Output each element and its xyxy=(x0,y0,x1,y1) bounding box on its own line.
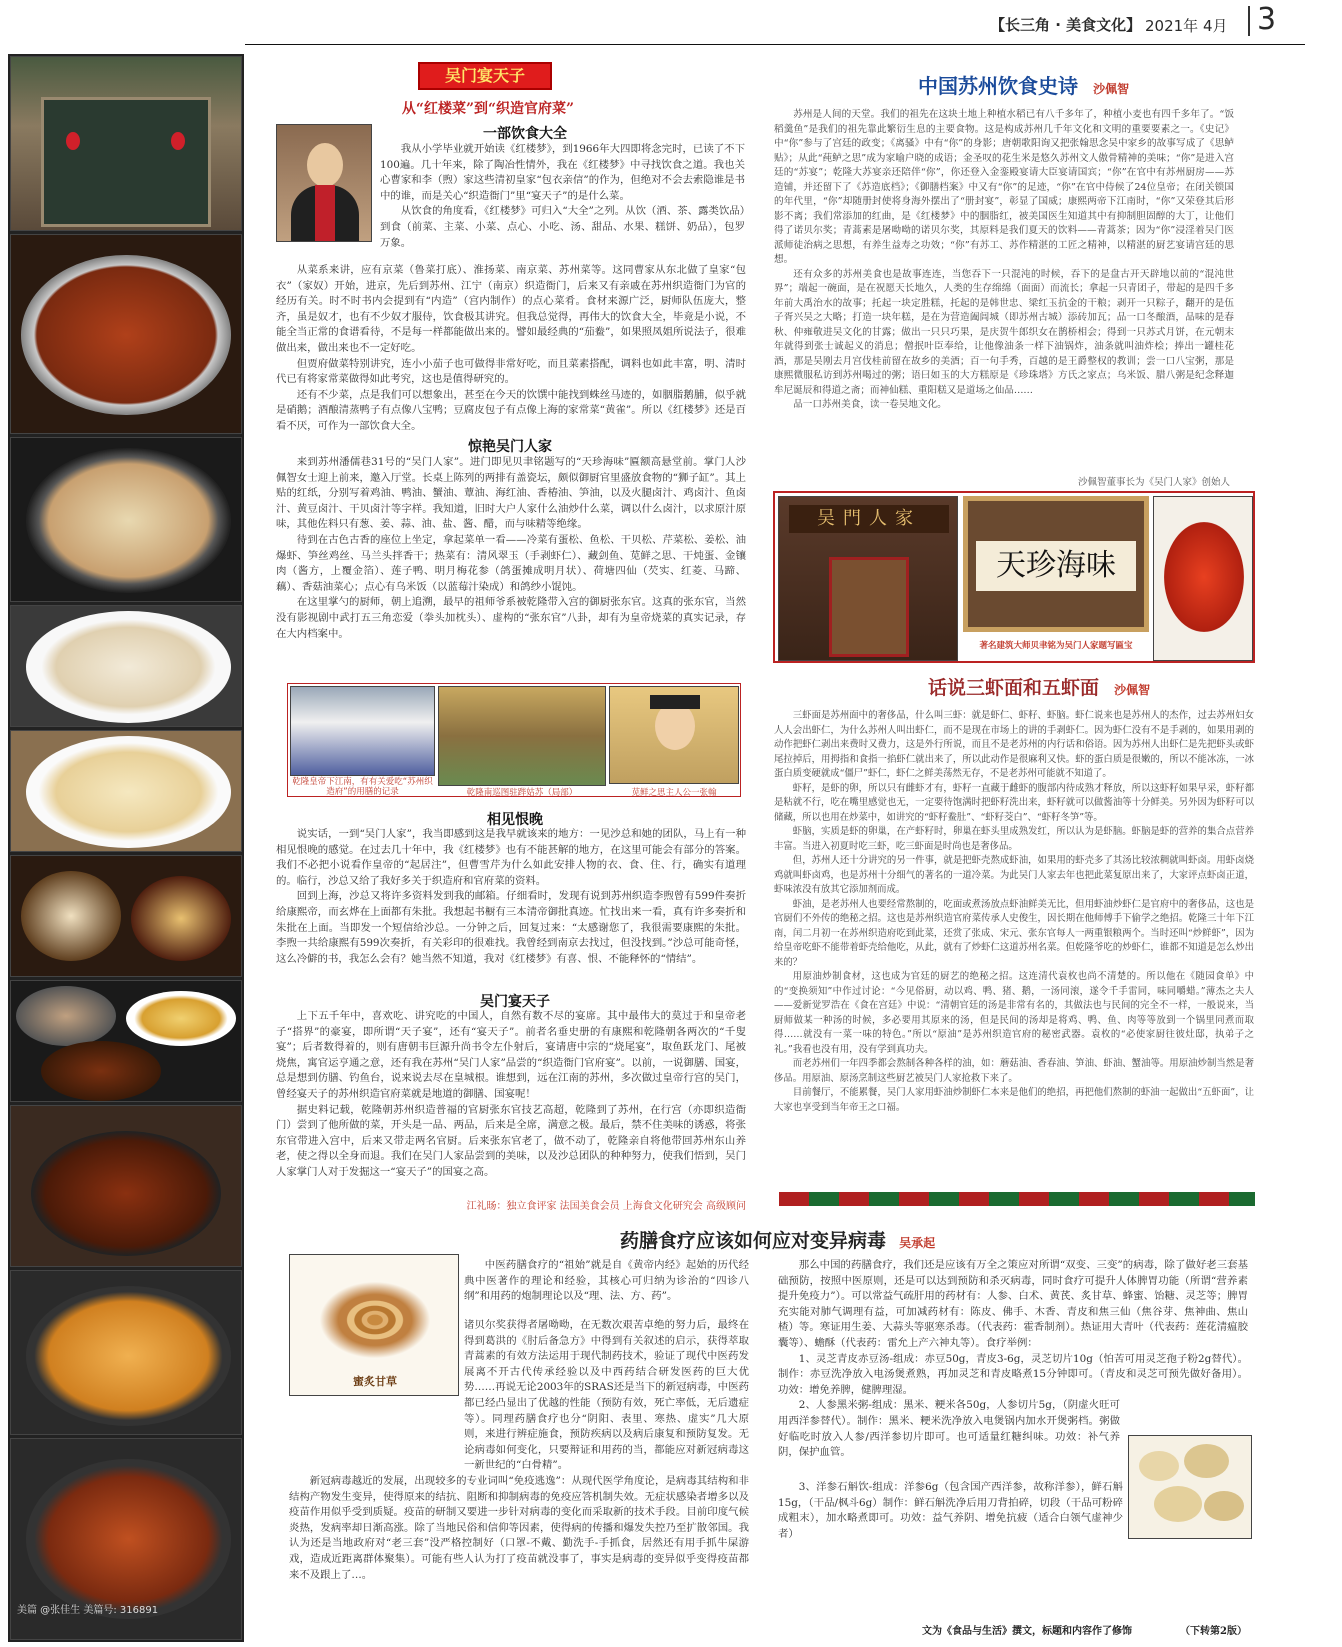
left-photo-strip xyxy=(8,54,244,1642)
history-photo-strip xyxy=(287,683,741,797)
header-divider xyxy=(1248,6,1250,36)
photo-fish-slices-plate xyxy=(10,605,242,727)
article2-title-text: 中国苏州饮食史诗 xyxy=(918,74,1078,98)
shop-sign: 吴門人家 xyxy=(789,505,949,533)
paragraph: 那么中国的药膳食疗，我们还是应该有万全之策应对所谓“双变、三变”的病毒，除了做好老三套基础预防，按照中医原则，还是可以达到预防和杀灭病毒，同时食疗可提升人体脾胃功能（所谓“营养素提升免疫力”）。可以常益气疏肝用的药材有：人参、白术、黄芪、炙甘草、蜂蜜、饴糖、灵芝等；脾胃充实能对肺气调理有益，可加减药材有：陈皮、佛手、木香、青皮和焦三仙（焦谷芽、焦神曲、焦山楂）等。寒证用生姜、大蒜头等驱寒杀毒。（代表药：霍香制剂）。热证用大青叶（代表药：莲花清瘟胶囊等）、蟾酥（代表药：雷允上产六神丸等）。食疗举例： xyxy=(778,1259,1248,1349)
paragraph: 还有众多的苏州美食也是故事连连，当您吞下一只混沌的时候，吞下的是盘古开天辟地以前的“混沌世界”；端起一碗面，是在祝愿天长地久，人类的生存绵绵（面面）而流长；拿起一只青团子，带起的是四千多年前大禹治水的故事；托起一块定胜糕，托起的是韩世忠、梁红玉抗金的干粮；剥开一只粽子，翻开的是伍子胥兴吴之大略；打造一块年糕，是在为营造阖闾城（即苏州古城）添砖加瓦；品一口冬酿酒，品味的是春秋、仲雍敬进吴文化的甘露；做出一只只巧果，是庆贺牛郎织女在鹊桥相会；得到一只苏式月饼，在元朝末年就得到张士诚起义的消息；僧抿叶臣奉给，让他像油条一样下油锅炸，油条就叫油炸桧；捧出一罐桂花酒，那是吴刚去月宫伐桂前留在故乡的美酒；百一句手秀，百越的是王爵整权的教训；尝一口八宝粥，那是康熙微服私访到苏州喝过的粥；语曰如玉的大方糕原是《珍珠塔》方氏之家点；乌米饭、腊八粥是纪念释迦牟尼诞辰和得道之斋；而神仙糕、重阳糕又是道场之仙品…… xyxy=(774,268,1234,396)
article4-right-body xyxy=(778,1258,1248,1461)
page-header xyxy=(0,0,1342,44)
paragraph: 用原油炒制食材，这也成为官廷的厨艺的绝秘之招。这连清代袁枚也尚不清楚的。所以他在《随园食单》中的“变换须知”中作过讨论：“今见俗厨，动以鸡、鸭、猪、鹅，一汤同滚，遂令千手雷同，味同嚼蜡。”薄杰之夫人——爱新觉罗浩在《食在宫廷》中说：“清朝官廷的汤是非常有名的，其做法也与民间的完全不一样，一般说来，当厨师做某一种汤的时候，多必要用其原来的汤，但是民间的汤却是将鸡、鸭、鱼、肉等等放到一个锅里同煮而取得……就没有一菜一味的特色。”所以“原油”是苏州织造官府的秘密武器。袁枚的“必使家厨往彼灶邸，执弟子之礼。”我看也没有用，没有学到真功夫。 xyxy=(774,971,1254,1055)
article2-body xyxy=(774,108,1234,413)
paragraph: 据史料记载，乾隆朝苏州织造普福的官厨张东官技艺高超，乾隆到了苏州，在行宫（亦即织造衙门）尝到了他所做的菜，开头是一品、两品，后来是全席，满意之极。最后，禁不住美味的诱惑，将张东官带进入宫中，后来又带走两名官厨。后来张东官老了，做不动了，乾隆亲自将他带回苏州东山养老，使之得以全身而退。我们在吴门人家品尝到的美味，以及沙总团队的种种努力，使我们悟到，吴门人家掌门人对于发掘这一“宴天子”的国宴之高。 xyxy=(276,1103,746,1178)
wumen-photo-panel xyxy=(773,491,1255,663)
header-rule xyxy=(245,44,1305,45)
photo-whole-chicken-soup xyxy=(10,1270,242,1435)
paragraph: 回到上海，沙总又将许多资料发到我的邮箱。仔细看时，发现有说到苏州织造李煦曾有599件奏折给康熙帝，而玄烨在上面都有朱批。我想起书橱有三本清帝御批真迹。忙找出来一看，真有许多奏折和朱批在上面。当即发一个短信给沙总。一分钟之后，回复过来：“太感谢您了，我很需要康熙的朱批。李煦一共给康熙有599次奏折，有关彩印的很难找。我曾经到南京去找过，但没找到。”沙总可能奇怪，这么冷僻的书，我怎么会有？她当然不知道，我对《红楼梦》有喜、恨、不能释怀的“情结”。 xyxy=(276,890,746,965)
paragraph: 三虾面是苏州面中的奢侈品，什么叫三虾：就是虾仁、虾籽、虾脑。虾仁说来也是苏州人的杰作，过去苏州妇女人人会出虾仁，为什么苏州人叫出虾仁，而不是现在市场上的讲的手剥虾仁。因为虾仁没有不是手剥的，如果用剥的动作把虾仁剥出来费时又费力，这是外行所说，而且不是老苏州的内行话和俗语。因为苏州人出虾仁是先把虾头或虾尾拉掉后，用拇指和食指一掐虾仁就出来了，所以此动作是很麻利又快。虾的蛋白质是很嫩的，所以不能冰冻，一冰蛋白质变硬就成“僵尸”虾仁，虾仁之鲜美荡然无存，不是老苏州可能就不知道了。 xyxy=(774,710,1254,779)
lantern-icon xyxy=(171,132,185,150)
paragraph: 待到在古色古香的座位上坐定，拿起菜单一看——冷菜有蛋松、鱼松、干贝松、芹菜松、姜松、油爆虾、笋丝鸡丝、马兰头拌香干；热菜有：清风翠玉（手剥虾仁）、藏剑鱼、苋鲜之思、干炖蛋、金镶肉（酱方，上覆金箔）、莲子鸭、明月梅花参（鸽蛋摊成明月状）、荷塘四仙（芡实、红菱、马蹄、藕）、香菇油菜心；点心有乌米饭（以蓝莓汁染成）和鸽纱小馄饨。 xyxy=(276,533,746,593)
photo-american-ginseng xyxy=(1128,1435,1252,1539)
paragraph: 但，苏州人还十分讲究的另一件事，就是把虾壳熬成虾油，如果用的虾壳多了其汤比较浓稠就叫虾卤。用虾卤烧鸡就叫虾卤鸡，也是苏州十分细气的著名的一道冷菜。为此吴门人家去年也把此菜复原出来了，大家评点虾卤正道，虾味浓没有放其它添加剂而成。 xyxy=(774,855,1254,895)
article4-author: 吴承起 xyxy=(899,1236,936,1250)
paragraph: 虾脑，实质是虾的卵巢，在产虾籽时，卵巢在虾头里成熟发红，所以认为是虾脑。虾脑是虾的营养的集合点营养丰富。当进入初夏时吃三虾，吃三虾面是时尚也是奢侈品。 xyxy=(774,826,1254,852)
article1-title: 从“红楼菜”到“织造官府菜” xyxy=(401,101,575,117)
section4-body xyxy=(276,1009,746,1181)
section2-title: 惊艳吴门人家 xyxy=(468,439,552,455)
paragraph: 在这里掌勺的厨师，朝上追溯，最早的祖师爷系被乾隆带入宫的御厨张东官。这真的张东官，当然没有影视剧中武打五三角恋爱（拳头加枕头）、虚构的“张东官”八卦，却有为皇帝烧菜的真实记录，存在大内档案中。 xyxy=(276,596,746,640)
photo-bamboo-shoots-plate xyxy=(10,730,242,852)
photo-dessert-platter xyxy=(10,855,242,977)
header-section: 【长三角 · 美食文化】 xyxy=(990,16,1142,34)
article2-title xyxy=(918,70,1248,99)
article2-author: 沙佩智 xyxy=(1093,82,1130,96)
author-portrait xyxy=(276,124,372,242)
photo-cold-dishes xyxy=(10,980,242,1102)
paragraph: 2、人参黑米粥-组成：黑米、粳米各50g，人参切片5g，（阴虚火旺可用西洋参替代）。制作：黑米、粳米洗净放入电煲锅内加水开煲粥档。粥做好临吃时放入人参/西洋参切片即可。也可适量红糖纠味。功效：补气养阴，保护血管。 xyxy=(778,1399,1120,1459)
article4-title-text: 药膳食疗应该如何应对变异病毒 xyxy=(620,1230,887,1252)
decorative-band xyxy=(779,1192,1255,1206)
section4-title: 吴门宴天子 xyxy=(480,994,550,1010)
section2-body xyxy=(276,455,746,642)
section1-body-full xyxy=(276,263,746,435)
photo-caption-zhanghan: 苋鲜之思主人公一张翰 xyxy=(631,788,717,798)
paragraph: 品一口苏州美食，读一卷吴地文化。 xyxy=(793,399,947,410)
section1-body xyxy=(380,142,745,251)
photo-imperial-books xyxy=(290,686,435,776)
article1-byline: 江礼旸：独立食评家 法国美食会员 上海食文化研究会 高级顾问 xyxy=(466,1201,746,1212)
lantern-icon xyxy=(66,132,80,150)
article4-left-body xyxy=(289,1318,749,1583)
paragraph: 而老苏州们一年四季都会熬制各种各样的油，如：蘑菇油、香春油、笋油、虾油、蟹油等。用原油炒制当然是奢侈品。用原油、原汤烹制这些厨艺被吴门人家抢救下来了。 xyxy=(774,1058,1254,1084)
paragraph: 3、洋参石斛饮-组成：洋参6g（包含国产西洋参，故称洋参），鲜石斛15g，（干品/枫斗6g）制作：鲜石斛洗净后用刀背拍碎，切段（干品可粉碎成粗末），加水略煮即可。功效：益气养阴、增免抗疲（适合白领气虚神少者） xyxy=(778,1481,1123,1540)
header-date: 2021年 4月 xyxy=(1145,17,1228,35)
article1-banner: 吴门宴天子 xyxy=(418,62,552,90)
paragraph: 1、灵芝青皮赤豆汤-组成：赤豆50g，青皮3-6g，灵芝切片10g（怕苦可用灵芝孢子粉2g替代）。制作：赤豆洗净放入电汤煲煮熟，再加灵芝和青皮略煮15分钟即可。（青皮和灵芝可预先做好备用）。功效：增免养脾，健脾理湿。 xyxy=(778,1352,1248,1396)
photo-shrimp-dish xyxy=(1153,496,1253,661)
paragraph: 从饮食的角度看，《红楼梦》可归入“大全”之列。从饮（酒、茶、露类饮品）到食（前菜、主菜、小菜、点心、小吃、汤、甜品、水果、糕饼、奶品），包罗万象。 xyxy=(380,205,745,249)
paragraph: 从菜系来讲，应有京菜（鲁菜打底）、淮扬菜、南京菜、苏州菜等。这同曹家从东北做了皇家“包衣”（家奴）开始，进京，先后到苏州、江宁（南京）织造衙门，后来又有亲戚在苏州织造衙门为官的经历有关。时不时书内会提到有“内造”（宫内制作）的点心菜肴。食材来源广泛，厨师队伍庞大，整齐，虽是奴才，也有不少奴才服侍，饮食极其讲究。但我总觉得，再伟大的饮食大全，毕竟是小说，不能全当正常的食谱看待，不是每一样都能做出来的。譬如最经典的“茄鲞”，如果照凤姐所说法子，很难做出来，做出来也不一定好吃。 xyxy=(276,264,746,354)
paragraph: 来到苏州潘儒巷31号的“吴门人家”。进门即见贝聿铭题写的“天珍海味”匾额高悬堂前。掌门人沙佩智女士迎上前来，邀入厅堂。长桌上陈列的两排有盖瓷坛，颇似御厨官里盛放食物的“狮子缸”。其上贴的红纸，分别写着鸡油、鸭油、蟹油、蕈油、海红油、香椿油、笋油，以及火腿卤汁、鸡卤汁、鱼卤汁、黄豆卤汁、干贝卤汁等字样。我知道，旧时大户人家什么油炒什么菜，调以什么卤汁，以求原汁原味，其他佐料只有葱、姜、蒜、油、盐、酱、醋，而与味精等绝缘。 xyxy=(276,456,746,531)
calligraphy-text: 天珍海味 xyxy=(976,541,1136,591)
page-number: 3 xyxy=(1257,2,1277,37)
paragraph: 还有不少菜，点是我们可以想象出，甚至在今天的饮馔中能找到蛛丝马迹的，如胭脂鹅脯，似乎就是硝鹅；酒酿清蒸鸭子有点像八宝鸭；豆腐皮包子有点像上海的家常菜“黄雀”。所以《红楼梦》还是百看不厌，可作为一部饮食大全。 xyxy=(276,388,746,432)
paragraph: 虾油，是老苏州人也要经常熬制的，吃面或煮汤放点虾油鲜美无比，但用虾油炒虾仁是官府中的奢侈品，这也是官厨们不外传的绝秘之招。这也是苏州织造官府菜传承人史俊生，因长期在他师傅手下偷学之绝招。乾隆三十年下江南，闰二月初一在苏州织造府吃到此菜，还赏了张成、宋元、张东官每人一两重银粮两个。当时还叫“炒鲜虾”，因为给皇帝吃虾不能带着虾壳给他吃，从此，就有了炒虾仁这道苏州名菜。但乾隆爷吃的炒虾仁，谁都不知道是怎么炒出来的？ xyxy=(774,898,1254,968)
paragraph: 虾籽，是虾的卵，所以只有雌虾才有，虾籽一直藏于雌虾的腹部内待成熟才释放，所以这虾籽如果早采，虾籽都是粘就不行，吃在嘴里感觉也无，一定要待饱满时把虾籽洗出来，虾籽就可以做酱油等十分鲜美。另外因为虾籽可以储藏，所以也用在炒菜中，如讲究的“虾籽鲞肚”、“虾籽茭白”、“虾籽冬笋”等。 xyxy=(774,782,1254,823)
photo-caption-books: 乾隆皇帝下江南，有有关爱吃“苏州织造府”的用膳的记录 xyxy=(292,777,433,797)
paragraph: 目前餐厅，不能累餐，吴门人家用虾油炒制虾仁本来是他们的绝招，再把他们熬制的虾油一起做出“五虾面”，让大家也享受到当年帝王之口福。 xyxy=(774,1087,1254,1113)
plaque-caption: 著名建筑大师贝聿铭为吴门人家题写匾宝 xyxy=(979,641,1133,651)
article3-title xyxy=(928,673,1248,700)
photo-braised-fish xyxy=(10,1438,242,1640)
section3-title: 相见恨晚 xyxy=(487,812,543,828)
article4-footer-note: 文为《食品与生活》撰文，标题和内容作了修饰 xyxy=(922,1626,1132,1637)
paragraph: 中医药膳食疗的“祖始”就是自《黄帝内经》起始的历代经典中医著作的理论和经验，其核心可归纳为诊治的“四诊八纲”和用药的炮制理论以及“理、法、方、药”。 xyxy=(464,1259,749,1303)
article2-photo-caption: 沙佩智董事长为《吴门人家》创始人 xyxy=(1077,477,1230,488)
article4-right-body-b xyxy=(778,1480,1123,1542)
continued-note: （下转第2版） xyxy=(1180,1626,1247,1637)
watermark: 美篇 @张佳生 美篇号: 316891 xyxy=(17,1605,159,1616)
paragraph: 新冠病毒越近的发展，出现较多的专业词叫“免疫逃逸”：从现代医学角度论，是病毒其结构和非结构产物发生变异，使得原来的结抗、阻断和抑制病毒的免疫应答机制失效。无症状感染者增多以及疫苗作用似乎受到质疑。疫苗的研制又要进一步针对病毒的变化而采取新的技术手段。目前印度气候炎热，发病率却日渐高涨。除了当地民俗和信仰等因素，使得病的传播和爆发失控乃至扩散邻国。我认为还是当地政府对“老三套”没严格控制好（口罩-不戴、勤洗手-手抓食，居然还有用手抓牛屎游戏，造成近距离群体聚集）。可能有些人认为打了疫苗就没事了，事实是病毒的变异似乎变得疫苗都来不及跟上了…。 xyxy=(289,1474,749,1581)
article3-body xyxy=(774,709,1254,1115)
article4-title xyxy=(620,1226,1040,1253)
photo-braised-pork-pot xyxy=(10,234,242,434)
paragraph: 上下五千年中，喜欢吃、讲究吃的中国人，自然有数不尽的宴席。其中最伟大的莫过于和皇帝老子“搭界”的豪宴，即所谓“天子宴”，还有“宴天子”。前者名垂史册的有康熙和乾隆朝各两次的“千叟宴”；后者数得着的，则有唐朝韦巨源升尚书令左仆射后，宴请唐中宗的“烧尾宴”，取鱼跃龙门、尾被烧焦，寓官运亨通之意，还有我在苏州“吴门人家”品尝的“织造衙门官府宴”。以前，一说御膳、国宴，总是想到仿膳、钓鱼台，说来说去尽在皇城根。谁想到，远在江南的苏州，多次做过皇帝行宫的吴门，曾经宴天子的苏州织造官府菜就是地道的御膳、国宴呢！ xyxy=(276,1010,746,1100)
article4-left-body-a xyxy=(464,1258,749,1305)
photo-qianlong-southern-tour xyxy=(438,686,606,786)
paragraph: 但贾府做菜特别讲究，连小小茄子也可做得非常好吃，而且菜素搭配，调料也如此丰富，明、清时代已有将家常菜做得如此考究，这也是值得研究的。 xyxy=(276,357,746,386)
section3-body xyxy=(276,827,746,967)
restaurant-facade xyxy=(41,97,211,227)
article3-author: 沙佩智 xyxy=(1114,683,1151,697)
paragraph: 苏州是人间的天堂。我们的祖先在这块土地上种植水稻已有八千多年了，种植小麦也有四千多年了。“饭稻羹鱼”是我们的祖先靠此繁衍生息的主要食物。这是构成苏州几千年文化和文明的重要要素之一。《史记》中“你”参与了宫廷的政变；《离骚》中有“你”的身影；唐朝歌阳询又把张翰思念吴中家乡的故事写成了《思鲈贴》；从此“莼鲈之思”成为家喻户晓的成语；金圣叹的花生米是悠久苏州文人傲骨精神的美味；“你”是进入宫廷的“苏宴”；乾隆大苏宴亲还陪伴“你”，你还登入金銮殿宴请大臣宴请国宾；“你”在官中有苏州厨房——苏造铺，并还留下了《苏造底档》；《御膳档案》中又有“你”的足迹，“你”在官中侍候了24位皇帝；在闭关锁国的年代里，“你”却随册封使将身海外摆出了“册封宴”，彰显了国威；康熙两帝下江南时，“你”又荣登其后形影不离；我们常添加的红曲，是《红楼梦》中的胭脂红，被美国医生知道其中有抑制胆固醇的大丁，让他们得了诺贝尔奖；青蒿素是屠呦呦的诺贝尔奖，其原料是我们夏天的饮料——青蒿茶；因为“你”浸淫着吴门医派师徒治病之思想，有养生益寿之功效；“你”有苏工、苏作精湛的工匠之精神，以精湛的厨艺宴请宫廷的思想。 xyxy=(774,109,1234,265)
photo-tofu-soup xyxy=(10,437,242,602)
photo-wumen-entrance xyxy=(778,496,958,661)
paragraph: 诸贝尔奖获得者屠呦呦，在无数次艰苦卓绝的努力后，最终在得到葛洪的《肘后备急方》中得到有关叙述的启示，获得萃取青蒿素的有效方法运用于现代制药技术，验证了现代中医药发展离不开古代传承经验以及中西药结合研发医药的巨大优势……再说无论2003年的SRAS还是当下的新冠病毒，中医药都已经凸显出了优越的性能（预防有效，死亡率低，无后遗症等）。同理药膳食疗也分“阴阳、表里、寒热、虚实”几大原则，来进行辨症施食，预防疾病以及病后康复和预防复发。无论病毒如何变化，只要辩证和用药的当，都能应对新冠病毒这一新世纪的“白骨精”。 xyxy=(464,1319,749,1472)
section1-title: 一部饮食大全 xyxy=(483,126,567,142)
paragraph: 说实话，一到“吴门人家”，我当即感到这是我早就该来的地方：一见沙总和她的团队，马上有一种相见恨晚的感觉。在过去几十年中，我《红楼梦》也有不能甚解的地方，在这里可能会有部分的答案。我们不必把小说看作皇帝的“起居注”，但曹雪芹为什么如此安排人物的衣、食、住、行，确实有道理的。临行，沙总又给了我好多关于织造府和官府菜的资料。 xyxy=(276,828,746,887)
photo-calligraphy-plaque xyxy=(963,496,1149,632)
photo-caption-tour: 乾隆南巡图驻跸姑苏（局部） xyxy=(466,788,578,798)
paragraph: 我从小学毕业就开始读《红楼梦》，到1966年大四即将念完时，已读了不下100遍。几十年来，除了陶冶性情外，我在《红楼梦》中寻找饮食之道。我也关心曹家和李（煦）家这些清初皇家“包衣亲信”的作为，但绝对不会去索隐谁是书中的谁，而是关心“织造衙门”里“宴天子”的是什么菜。 xyxy=(380,143,745,202)
photo-zhang-han-portrait xyxy=(609,686,739,784)
photo-braised-duck-claypot xyxy=(10,1105,242,1267)
article3-title-text: 话说三虾面和五虾面 xyxy=(928,677,1100,699)
photo-restaurant-entrance xyxy=(10,56,242,231)
licorice-caption: 蜜炙甘草 xyxy=(353,1375,397,1388)
